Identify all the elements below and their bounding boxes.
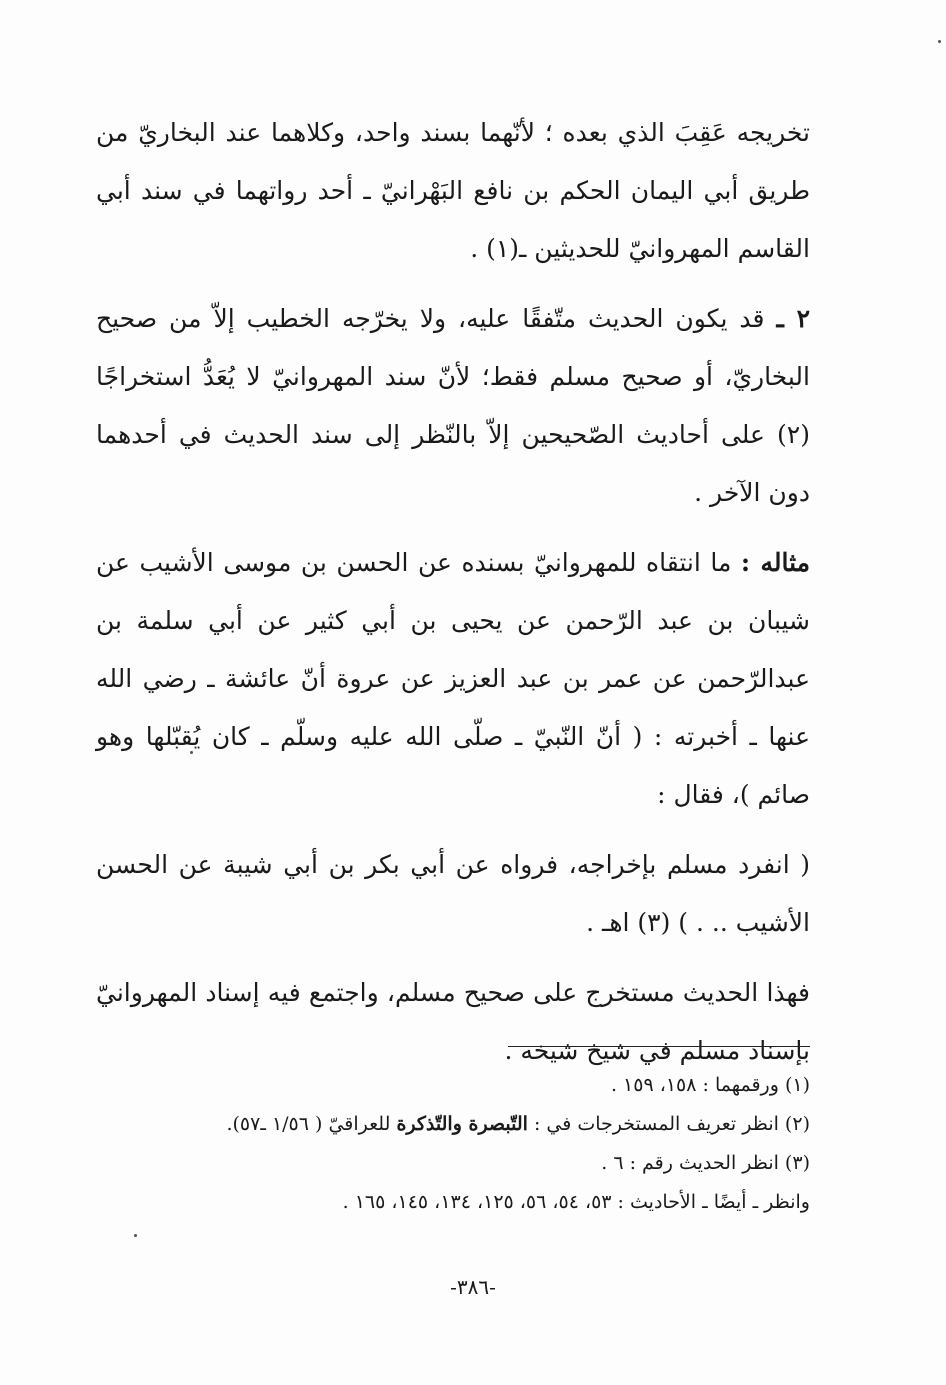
footnote-1: (١) ورقمهما : ١٥٨، ١٥٩ . [610,1074,810,1096]
footnote-2-suffix: للعراقيّ ( ١/٥٦ ـ٥٧). [226,1113,391,1135]
paragraph-1-text: تخريجه عَقِبَ الذي بعده ؛ لأنّهما بسند واحد، وكلاهما عند البخاريّ من طريق أبي اليمان الحكم بن نافع البَهْرانيّ ـ أحد رواتهما في سند أبي القاسم المهروانيّ للحديثين ـ(١) . [96,118,810,263]
paragraph-5-text: فهذا الحديث مستخرج على صحيح مسلم، واجتمع فيه إسناد المهروانيّ بإسناد مسلم في شيخ شيخه . [96,978,810,1065]
footnote-3: (٣) انظر الحديث رقم : ٦ . [601,1152,810,1174]
scan-speck [134,1234,137,1237]
footnote-2-book-title: التّبصرة والتّذكرة [396,1113,528,1135]
paragraph-1 [96,104,810,278]
paragraph-3 [96,534,810,824]
footnote-2-prefix: (٢) انظر تعريف المستخرجات في : [533,1113,810,1135]
paragraph-4 [96,836,810,952]
page-number: -٣٨٦- [450,1275,496,1299]
footnote-3-continuation: وانظر ـ أيضًا ـ الأحاديث : ٥٣، ٥٤، ٥٦، ١٢٥، ١٣٤، ١٤٥، ١٦٥ . [342,1191,810,1213]
paragraph-4-text: ( انفرد مسلم بإخراجه، فرواه عن أبي بكر بن أبي شيبة عن الحسن الأشيب .. . ) (٣) اهـ . [96,850,810,937]
paragraph-2-text: قد يكون الحديث متّفقًا عليه، ولا يخرّجه الخطيب إلاّ من صحيح البخاريّ، أو صحيح مسلم فقط؛ لأنّ سند المهروانيّ لا يُعَدُّ استخراجًا (٢) على أحاديث الصّحيحين إلاّ بالنّظر إلى سند الحديث في أحدهما دون الآخر . [96,304,810,507]
footnotes [110,1066,810,1222]
paragraph-2 [96,290,810,522]
scan-speck [938,40,941,43]
main-text [96,104,810,1092]
scan-speck [190,751,193,754]
example-label: مثاله : [740,548,811,577]
paragraph-5 [96,964,810,1080]
footnote-separator [508,1046,810,1047]
paragraph-3-text: ما انتقاه للمهروانيّ بسنده عن الحسن بن موسى الأشيب عن شيبان بن عبد الرّحمن عن يحيى بن أبي كثير عن أبي سلمة بن عبدالرّحمن عن عمر بن عبد العزيز عن عروة أنّ عائشة ـ رضي الله عنها ـ أخبرته : ( أنّ النّبيّ ـ صلّى الله عليه وسلّم ـ كان يُقبّلها وهو صائم )، فقال : [96,548,810,809]
paragraph-2-number: ٢ ـ [776,304,810,333]
footnote-2 [110,1105,810,1144]
